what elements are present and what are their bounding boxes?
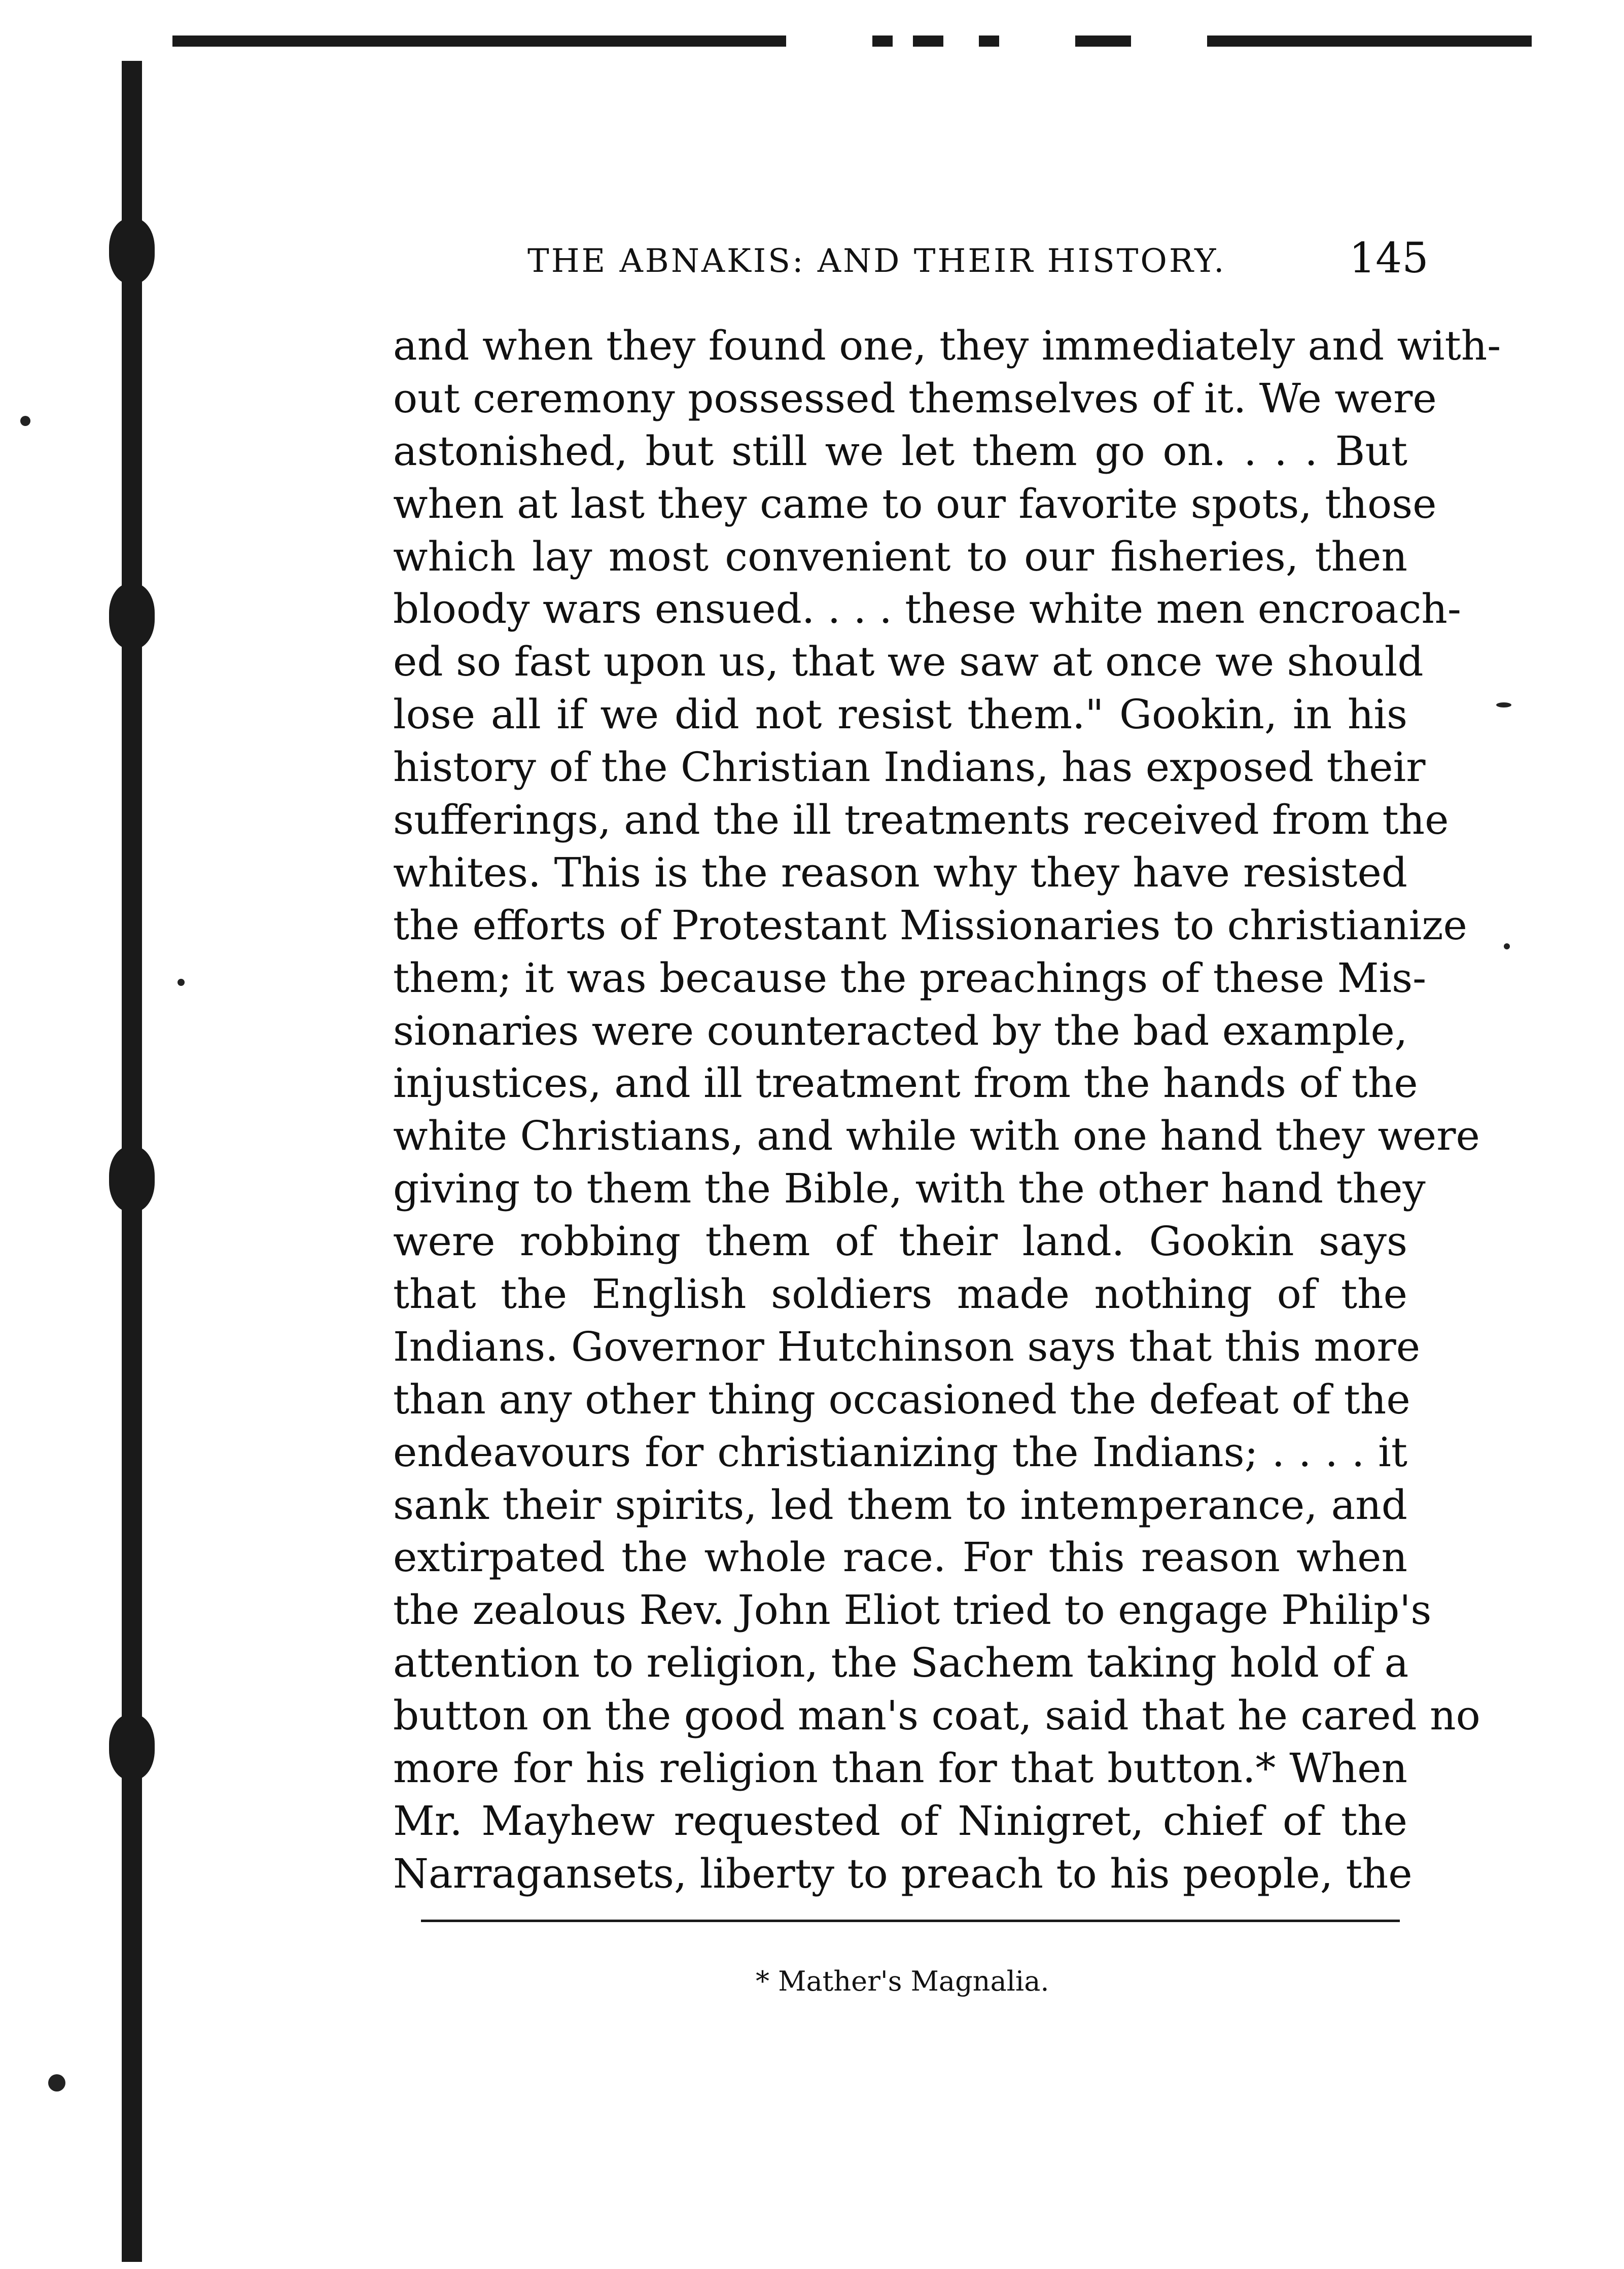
- text-line: Narragansets, liberty to preach to his people, the: [393, 1850, 1413, 1897]
- text-line: button on the good man's coat, said that he cared no: [393, 1692, 1480, 1740]
- text-line: out ceremony possessed themselves of it. We were: [393, 374, 1437, 422]
- text-line: sufferings, and the ill treatments received from the: [393, 796, 1449, 844]
- text-line: were robbing them of their land. Gookin says: [393, 1218, 1407, 1265]
- text-line: Indians. Governor Hutchinson says that this more: [393, 1323, 1421, 1370]
- text-line: whites. This is the reason why they have resisted: [393, 848, 1407, 896]
- text-line: Mr. Mayhew requested of Ninigret, chief of the: [393, 1797, 1407, 1845]
- scan-speck: [1504, 943, 1510, 949]
- footnote-rule: [421, 1920, 1400, 1922]
- binding-stitch: [109, 1146, 155, 1212]
- text-line: sionaries were counteracted by the bad example,: [393, 1007, 1408, 1054]
- text-line: the efforts of Protestant Missionaries to christianize: [393, 901, 1467, 949]
- text-line: history of the Christian Indians, has exposed their: [393, 743, 1426, 791]
- text-line: which lay most convenient to our fisheries, then: [393, 533, 1407, 580]
- text-line: bloody wars ensued. . . . these white men encroach-: [393, 585, 1461, 633]
- body-text: [393, 320, 1501, 1900]
- text-line: the zealous Rev. John Eliot tried to engage Philip's: [393, 1586, 1432, 1634]
- scan-speck: [1496, 702, 1511, 707]
- binding-stitch: [109, 583, 155, 649]
- running-head: THE ABNAKIS: AND THEIR HISTORY.: [527, 242, 1226, 280]
- text-line: astonished, but still we let them go on. . . . But: [393, 427, 1407, 475]
- text-line: giving to them the Bible, with the other hand they: [393, 1165, 1426, 1213]
- text-line: them; it was because the preachings of these Mis-: [393, 954, 1427, 1002]
- text-line: extirpated the whole race. For this reason when: [393, 1534, 1407, 1581]
- page-number: 145: [1349, 234, 1429, 282]
- binding-stitch: [109, 1714, 155, 1780]
- text-line: more for his religion than for that button.* When: [393, 1745, 1407, 1792]
- binding-stitch: [109, 218, 155, 284]
- text-line: lose all if we did not resist them." Gookin, in his: [393, 691, 1407, 738]
- text-line: when at last they came to our favorite spots, those: [393, 480, 1437, 527]
- top-border-decoration: [172, 36, 1532, 48]
- footnote: * Mather's Magnalia.: [756, 1965, 1049, 1997]
- text-line: and when they found one, they immediately and with-: [393, 322, 1501, 369]
- text-line: sank their spirits, led them to intemperance, and: [393, 1481, 1407, 1529]
- text-line: ed so fast upon us, that we saw at once we should: [393, 638, 1424, 686]
- text-line: endeavours for christianizing the Indians; . . . . it: [393, 1428, 1407, 1476]
- scan-speck: [48, 2074, 65, 2091]
- text-line: that the English soldiers made nothing of the: [393, 1270, 1407, 1318]
- text-line: injustices, and ill treatment from the hands of the: [393, 1059, 1418, 1107]
- scan-speck: [178, 979, 185, 986]
- text-line: than any other thing occasioned the defeat of the: [393, 1375, 1410, 1423]
- scan-speck: [20, 416, 30, 426]
- text-line: attention to religion, the Sachem taking hold of a: [393, 1639, 1409, 1687]
- text-line: white Christians, and while with one hand they were: [393, 1112, 1480, 1160]
